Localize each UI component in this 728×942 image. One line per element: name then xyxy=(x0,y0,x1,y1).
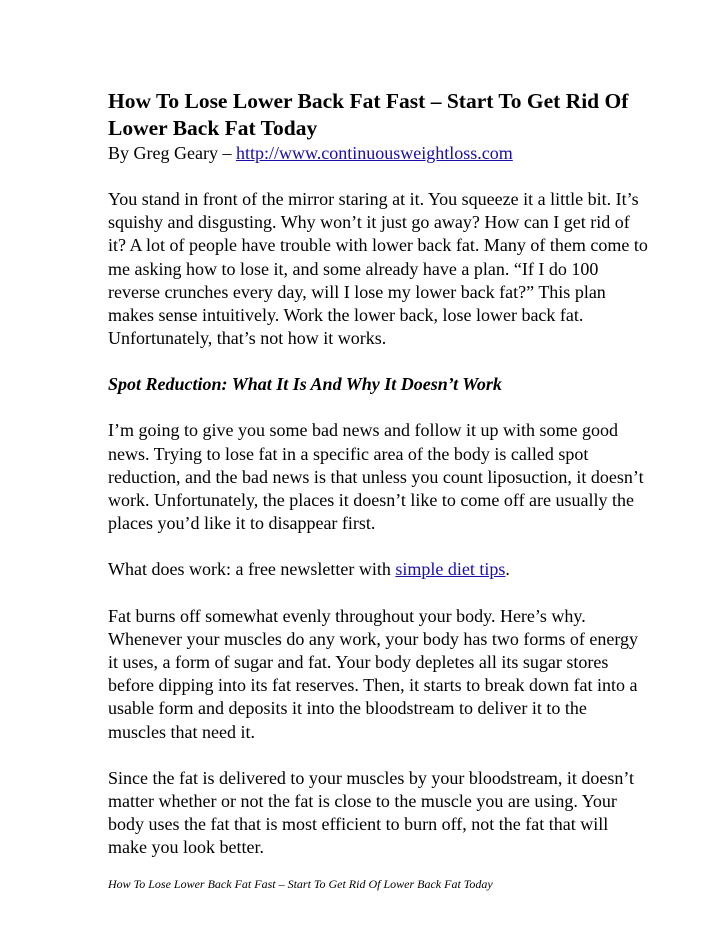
newsletter-period: . xyxy=(505,559,510,580)
author-website-link[interactable]: http://www.continuousweightloss.com xyxy=(235,143,513,163)
spot-reduction-paragraph: I’m going to give you some bad news and follow it up with some good news. Trying to lose fat in a specific area of the body is called spot reduction, and the bad news is that unless you count liposuction, it doesn’t work. Unfortunately, the places it doesn’t like to come off are usually the places you’d like it to disappear first. xyxy=(108,420,644,534)
bloodstream-paragraph: Since the fat is delivered to your muscles by your bloodstream, it doesn’t matter whether or not the fat is close to the muscle you are using. Your body uses the fat that is most efficient to burn off, not the fat that will make you look better. xyxy=(108,767,635,858)
newsletter-paragraph xyxy=(108,558,648,581)
article-title: How To Lose Lower Back Fat Fast – Start To Get Rid Of Lower Back Fat Today xyxy=(108,89,629,140)
document-page xyxy=(108,88,648,883)
intro-paragraph: You stand in front of the mirror staring at it. You squeeze it a little bit. It’s squishy and disgusting. Why won’t it just go away? How can I get rid of it? A lot of people have trouble with lower back fat. Many of them come to me asking how to lose it, and some already have a plan. “If I do 100 reverse crunches every day, will I lose my lower back fat?” This plan makes sense intuitively. Work the lower back, lose lower back fat. Unfortunately, that’s not how it works. xyxy=(108,189,648,349)
section-subheading: Spot Reduction: What It Is And Why It Doesn’t Work xyxy=(108,374,502,395)
fat-burn-paragraph: Fat burns off somewhat evenly throughout your body. Here’s why. Whenever your muscles do any work, your body has two forms of energy it uses, a form of sugar and fat. Your body depletes all its sugar stores before dipping into its fat reserves. Then, it starts to break down fat into a usable form and deposits it into the bloodstream to deliver it to the muscles that need it. xyxy=(108,605,639,742)
newsletter-text: What does work: a free newsletter with xyxy=(108,559,396,580)
byline xyxy=(108,142,648,165)
byline-author: By Greg Geary – xyxy=(108,143,236,163)
diet-tips-link[interactable]: simple diet tips xyxy=(395,559,506,580)
page-footer: How To Lose Lower Back Fat Fast – Start To Get Rid Of Lower Back Fat Today xyxy=(108,877,493,891)
